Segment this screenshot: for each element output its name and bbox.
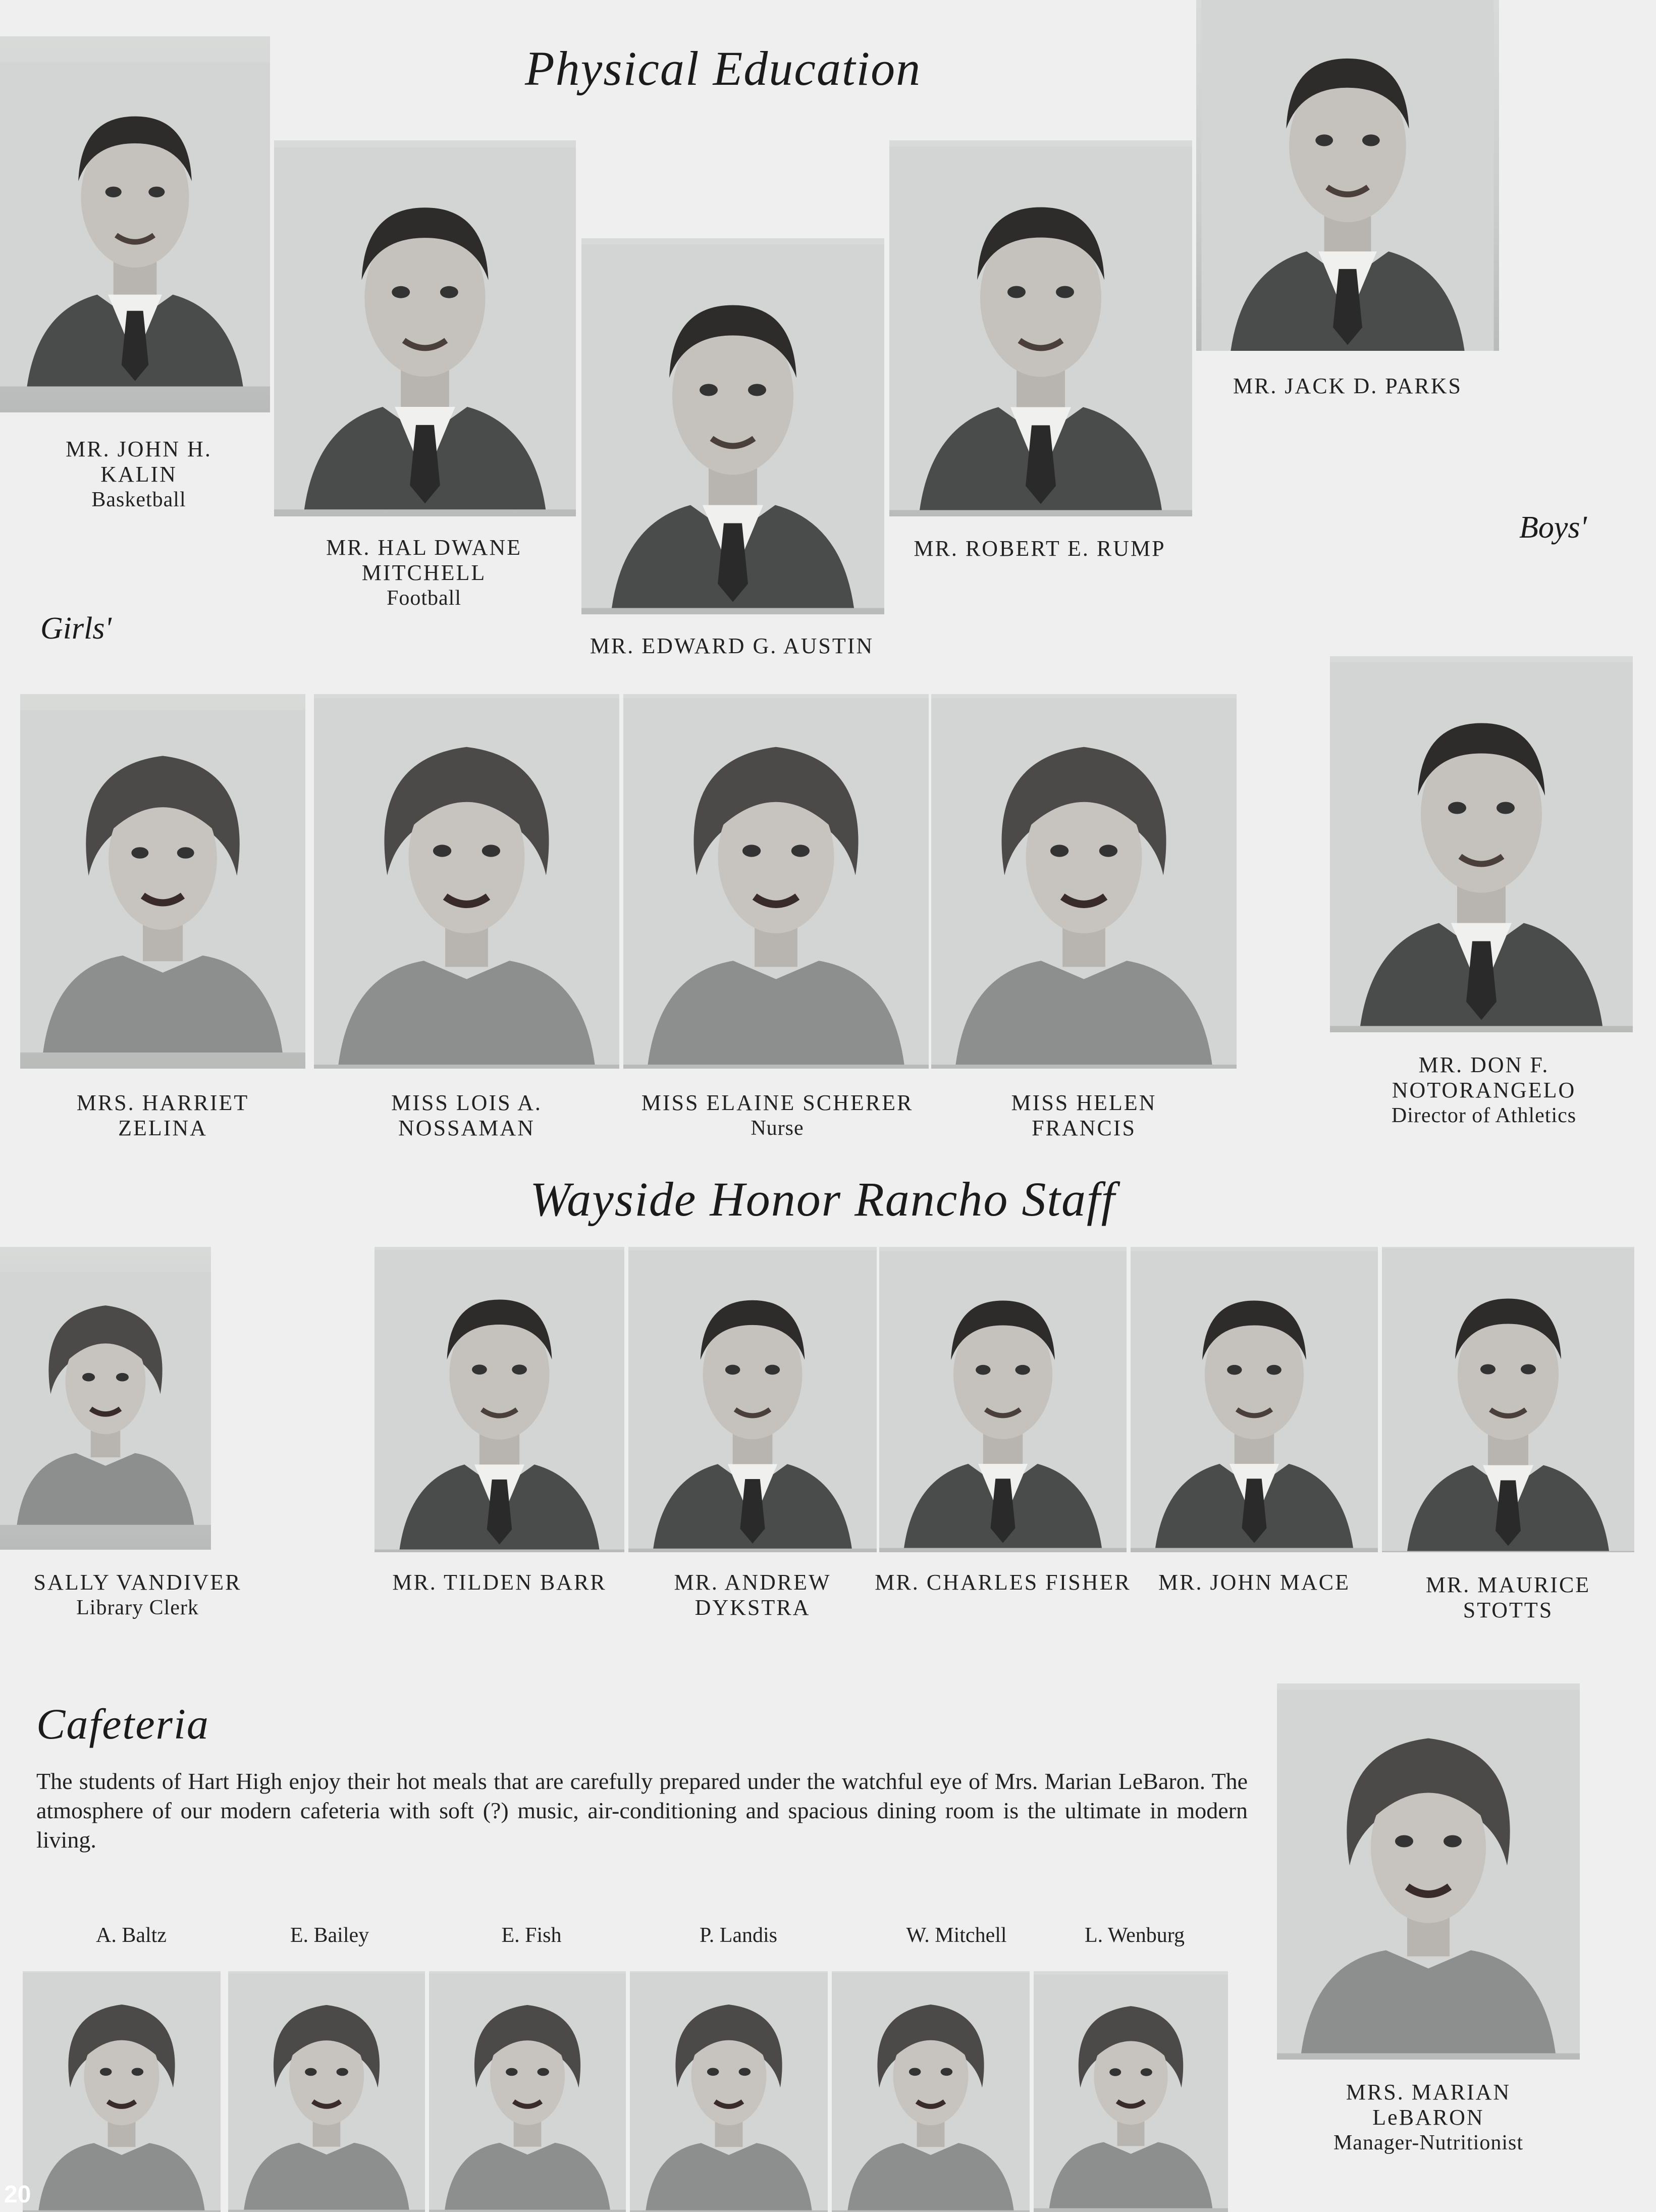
staff-caption: MRS. MARIAN LeBARON Manager-Nutritionist bbox=[1333, 2080, 1524, 2154]
worker-name: L. Wenburg bbox=[1084, 1924, 1185, 1947]
heading-girls: Girls' bbox=[40, 611, 112, 646]
portrait-photo bbox=[1034, 1971, 1228, 2212]
portrait-photo bbox=[1196, 0, 1499, 351]
worker-name: P. Landis bbox=[699, 1924, 777, 1947]
portrait-photo bbox=[1330, 656, 1633, 1032]
portrait-photo bbox=[23, 1971, 221, 2212]
heading-wayside: Wayside Honor Rancho Staff bbox=[530, 1172, 1116, 1226]
staff-caption: MR. ANDREW DYKSTRA bbox=[674, 1570, 831, 1620]
portrait-photo bbox=[889, 140, 1192, 516]
page-number: 20 bbox=[4, 2181, 31, 2208]
staff-caption: MR. HAL DWANE MITCHELL Football bbox=[326, 535, 522, 610]
staff-caption: MR. TILDEN BARR bbox=[392, 1570, 607, 1595]
portrait-photo bbox=[429, 1971, 626, 2212]
staff-caption: MR. MAURICE STOTTS bbox=[1425, 1572, 1591, 1622]
portrait-photo bbox=[0, 36, 270, 412]
staff-caption: MR. DON F. NOTORANGELO Director of Athletics bbox=[1391, 1052, 1577, 1127]
portrait-photo bbox=[375, 1247, 624, 1552]
staff-caption: MISS ELAINE SCHERER Nurse bbox=[641, 1090, 914, 1140]
portrait-photo bbox=[228, 1971, 425, 2212]
portrait-photo bbox=[1277, 1683, 1580, 2060]
portrait-photo bbox=[0, 1247, 211, 1550]
staff-caption: MR. CHARLES FISHER bbox=[875, 1570, 1131, 1595]
worker-name: E. Fish bbox=[501, 1924, 562, 1947]
portrait-photo bbox=[581, 238, 884, 614]
staff-caption: MISS LOIS A. NOSSAMAN bbox=[391, 1090, 542, 1140]
staff-caption: MRS. HARRIET ZELINA bbox=[76, 1090, 249, 1140]
worker-name: E. Bailey bbox=[290, 1924, 369, 1947]
portrait-photo bbox=[630, 1971, 828, 2212]
staff-caption: SALLY VANDIVER Library Clerk bbox=[33, 1570, 242, 1619]
portrait-photo bbox=[1131, 1247, 1378, 1552]
portrait-photo bbox=[879, 1247, 1127, 1552]
staff-caption: MR. JOHN MACE bbox=[1158, 1570, 1351, 1595]
portrait-photo bbox=[274, 140, 576, 516]
heading-physical-education: Physical Education bbox=[525, 41, 922, 95]
heading-boys: Boys' bbox=[1519, 510, 1587, 545]
heading-cafeteria: Cafeteria bbox=[36, 1700, 209, 1748]
portrait-photo bbox=[623, 694, 929, 1069]
portrait-photo bbox=[20, 694, 305, 1069]
portrait-photo bbox=[832, 1971, 1030, 2212]
worker-name: A. Baltz bbox=[96, 1924, 167, 1947]
cafeteria-paragraph: The students of Hart High enjoy their hot meals that are carefully prepared under the watchful eye of Mrs. Marian LeBaron. The atmosphere of our modern cafeteria with soft (?) music, air-conditioning and spacious dining room is the ultimate in modern living. bbox=[36, 1768, 1248, 1853]
staff-caption: MISS HELEN FRANCIS bbox=[1011, 1090, 1157, 1140]
portrait-photo bbox=[931, 694, 1237, 1069]
staff-caption: MR. EDWARD G. AUSTIN bbox=[590, 634, 874, 658]
staff-caption: MR. ROBERT E. RUMP bbox=[914, 536, 1166, 561]
staff-caption: MR. JACK D. PARKS bbox=[1233, 374, 1463, 398]
worker-name: W. Mitchell bbox=[906, 1924, 1007, 1947]
portrait-photo bbox=[314, 694, 619, 1069]
portrait-photo bbox=[628, 1247, 877, 1552]
staff-caption: MR. JOHN H. KALIN Basketball bbox=[66, 437, 212, 511]
portrait-photo bbox=[1382, 1247, 1634, 1552]
